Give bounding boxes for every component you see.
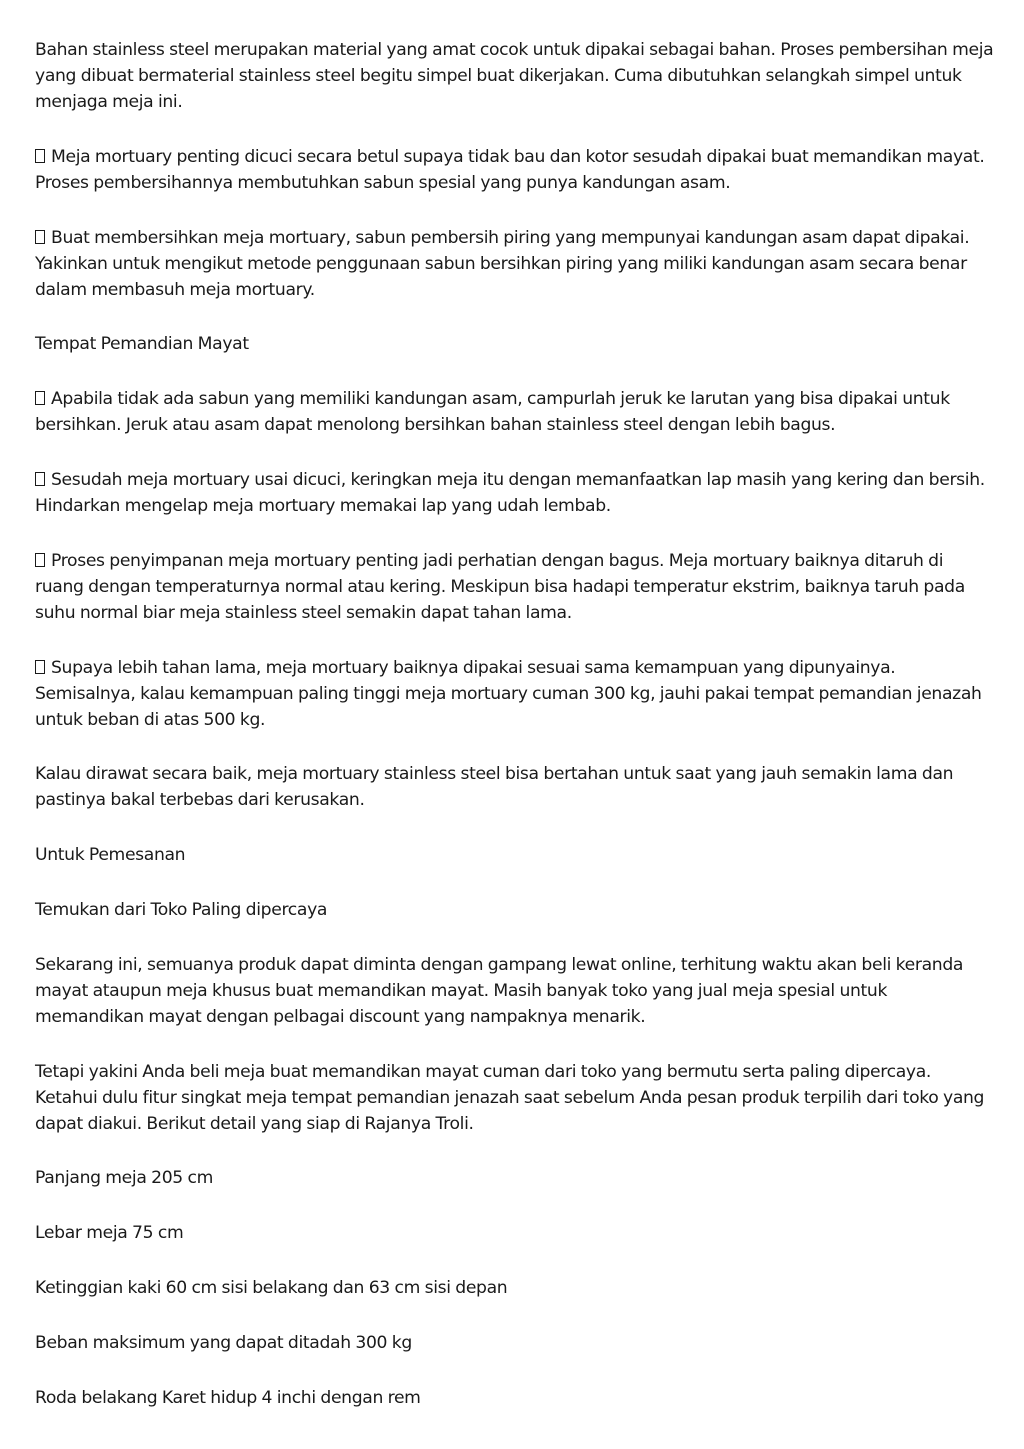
bullet-box-icon — [35, 472, 45, 486]
bullet-paragraph: Apabila tidak ada sabun yang memiliki kandungan asam, campurlah jeruk ke larutan yang bisa dipakai untuk bersihkan. Jeruk atau asam dapat menolong bersihkan bahan stainless steel dengan lebih bagus. — [35, 389, 950, 436]
spec-line: Roda belakang Karet hidup 4 inchi dengan rem — [35, 1387, 421, 1408]
bullet-paragraph: Meja mortuary penting dicuci secara betul supaya tidak bau dan kotor sesudah dipakai buat memandikan mayat. Proses pembersihannya membutuhkan sabun spesial yang punya kandungan asam. — [35, 146, 985, 193]
bullet-paragraph: Proses penyimpanan meja mortuary penting jadi perhatian dengan bagus. Meja mortuary baiknya ditaruh di ruang dengan temperaturnya normal atau kering. Meskipun bisa hadapi temperatur ekstrim, baiknya taruh pada suhu normal biar meja stainless steel semakin dapat tahan lama. — [35, 550, 965, 623]
paragraph: Tetapi yakini Anda beli meja buat memandikan mayat cuman dari toko yang bermutu serta paling dipercaya. Ketahui dulu fitur singkat meja tempat pemandian jenazah saat sebelum Anda pesan produk terpilih dari toko yang dapat diakui. Berikut detail yang siap di Rajanya Troli. — [35, 1061, 985, 1134]
bullet-box-icon — [35, 230, 45, 244]
bullet-box-icon — [35, 553, 45, 567]
spec-line: Lebar meja 75 cm — [35, 1223, 184, 1244]
bullet-box-icon — [35, 391, 45, 405]
section-heading: Temukan dari Toko Paling dipercaya — [35, 899, 328, 920]
section-heading: Tempat Pemandian Mayat — [35, 334, 249, 355]
spec-line: Beban maksimum yang dapat ditadah 300 kg — [35, 1332, 412, 1353]
spec-line: Ketinggian kaki 60 cm sisi belakang dan 63 cm sisi depan — [35, 1277, 508, 1298]
section-heading: Untuk Pemesanan — [35, 845, 186, 866]
paragraph: Sekarang ini, semuanya produk dapat diminta dengan gampang lewat online, terhitung waktu akan beli keranda mayat ataupun meja khusus buat memandikan mayat. Masih banyak toko yang jual meja spesial untuk memandikan mayat dengan pelbagai discount yang nampaknya menarik. — [35, 954, 964, 1027]
bullet-paragraph: Sesudah meja mortuary usai dicuci, keringkan meja itu dengan memanfaatkan lap masih yang kering dan bersih. Hindarkan mengelap meja mortuary memakai lap yang udah lembab. — [35, 469, 985, 516]
paragraph: Bahan stainless steel merupakan material yang amat cocok untuk dipakai sebagai bahan. Proses pembersihan meja yang dibuat bermaterial stainless steel begitu simpel buat dikerjakan. Cuma dibutuhkan selangkah simpel untuk menjaga meja ini. — [35, 40, 994, 112]
bullet-paragraph: Buat membersihkan meja mortuary, sabun pembersih piring yang mempunyai kandungan asam dapat dipakai. Yakinkan untuk mengikut metode penggunaan sabun bersihkan piring yang miliki kandungan asam secara benar dalam membasuh meja mortuary. — [35, 227, 970, 300]
spec-line: Panjang meja 205 cm — [35, 1168, 213, 1189]
bullet-paragraph: Supaya lebih tahan lama, meja mortuary baiknya dipakai sesuai sama kemampuan yang dipunyainya. Semisalnya, kalau kemampuan paling tinggi meja mortuary cuman 300 kg, jauhi pakai tempat pemandian jenazah untuk beban di atas 500 kg. — [35, 657, 982, 730]
bullet-box-icon — [35, 149, 45, 163]
paragraph: Kalau dirawat secara baik, meja mortuary stainless steel bisa bertahan untuk saat yang jauh semakin lama dan pastinya bakal terbebas dari kerusakan. — [35, 764, 954, 811]
document-body — [35, 37, 995, 1439]
bullet-box-icon — [35, 660, 45, 674]
